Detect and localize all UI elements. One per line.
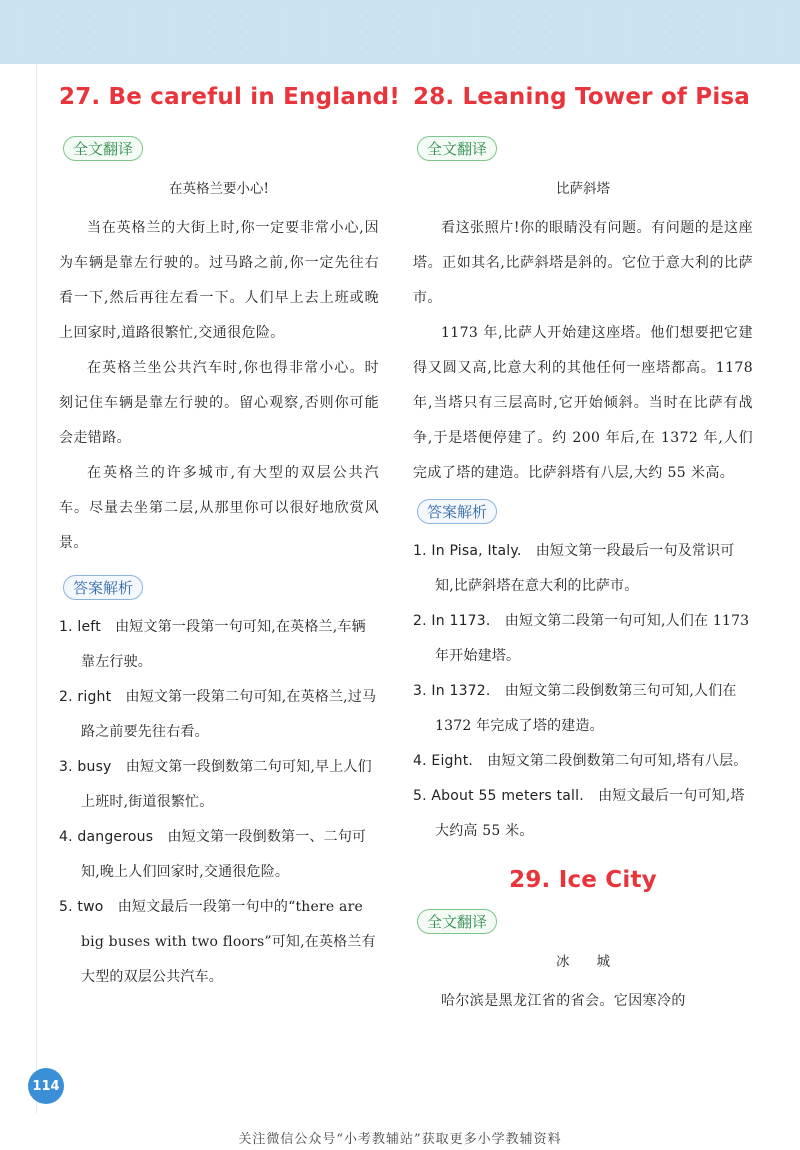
right-column: [413, 84, 753, 1019]
answer-item: [59, 820, 379, 890]
paragraph: 1173 年,比萨人开始建这座塔。他们想要把它建得又圆又高,比意大利的其他任何一座塔都高。1178 年,当塔只有三层高时,它开始倾斜。当时在比萨有战争,于是塔便停建了。约 200 年后,在 1372 年,人们完成了塔的建造。比萨斜塔有八层,大约 55 米高。: [413, 325, 753, 481]
answer-item: [59, 750, 379, 820]
translation-tag: 全文翻译: [417, 909, 497, 934]
answer-tag: 答案解析: [63, 575, 143, 600]
top-decorative-band: [0, 0, 800, 64]
answer-text: 由短文最后一句可知,塔大约高 55 米。: [435, 788, 745, 839]
answer-item: [413, 674, 753, 744]
answer-lead: 5. About 55 meters tall.: [413, 788, 584, 804]
answer-text: 由短文第一段倒数第一、二句可知,晚上人们回家时,交通很危险。: [81, 829, 367, 880]
answer-lead: 2. right: [59, 689, 112, 705]
answer-item: [413, 534, 753, 604]
answer-lead: 1. left: [59, 619, 101, 635]
page-number-badge: 114: [28, 1068, 64, 1104]
article-title: 在英格兰要小心!: [169, 181, 269, 197]
answer-lead: 4. Eight.: [413, 753, 474, 769]
answer-lead: 1. In Pisa, Italy.: [413, 543, 522, 559]
answer-item: [413, 604, 753, 674]
paragraph: 当在英格兰的大街上时,你一定要非常小心,因为车辆是靠左行驶的。过马路之前,你一定先往右看一下,然后再往左看一下。人们早上去上班或晚上回家时,道路很繁忙,交通很危险。: [59, 220, 379, 341]
article-title: 冰 城: [556, 954, 610, 970]
answer-text: 由短文第一段最后一句及常识可知,比萨斜塔在意大利的比萨市。: [435, 543, 735, 594]
answer-item: [413, 779, 753, 849]
answer-lead: 5. two: [59, 899, 104, 915]
paragraph: 在英格兰的许多城市,有大型的双层公共汽车。尽量去坐第二层,从那里你可以很好地欣赏风景。: [59, 465, 379, 551]
paragraph: 在英格兰坐公共汽车时,你也得非常小心。时刻记住车辆是靠左行驶的。留心观察,否则你可能会走错路。: [59, 360, 379, 446]
answer-item: [59, 680, 379, 750]
section-29: [413, 867, 753, 893]
page: [36, 64, 763, 1114]
answer-lead: 3. In 1372.: [413, 683, 491, 699]
answer-text: 由短文第一段第二句可知,在英格兰,过马路之前要先往右看。: [81, 689, 377, 740]
band-pattern: [0, 8, 800, 56]
section-29-title: 29. Ice City: [509, 867, 657, 893]
translation-tag: 全文翻译: [417, 136, 497, 161]
answer-text: 由短文第一段倒数第二句可知,早上人们上班时,街道很繁忙。: [81, 759, 372, 810]
answer-lead: 2. In 1173.: [413, 613, 491, 629]
answer-text: 由短文第二段第一句可知,人们在 1173 年开始建塔。: [435, 613, 750, 664]
answer-text: 由短文第二段倒数第二句可知,塔有八层。: [487, 753, 748, 769]
left-column: [59, 84, 401, 995]
answer-text: 由短文第一段第一句可知,在英格兰,车辆靠左行驶。: [81, 619, 366, 670]
section-28-title: 28. Leaning Tower of Pisa: [413, 84, 751, 110]
answer-lead: 4. dangerous: [59, 829, 154, 845]
answer-item: [59, 610, 379, 680]
section-27-title: 27. Be careful in England!: [59, 84, 401, 110]
answer-lead: 3. busy: [59, 759, 112, 775]
answer-tag: 答案解析: [417, 499, 497, 524]
footer-note: 关注微信公众号“小考教辅站”获取更多小学教辅资料: [238, 1132, 562, 1147]
article-title: 比萨斜塔: [556, 181, 610, 197]
answer-item: [413, 744, 753, 779]
answer-item: [59, 890, 379, 995]
translation-tag: 全文翻译: [63, 136, 143, 161]
answer-text: 由短文最后一段第一句中的“there are big buses with two floors”可知,在英格兰有大型的双层公共汽车。: [81, 899, 376, 985]
answer-text: 由短文第二段倒数第三句可知,人们在 1372 年完成了塔的建造。: [435, 683, 737, 734]
paragraph: 哈尔滨是黑龙江省的省会。它因寒冷的: [441, 993, 686, 1009]
paragraph: 看这张照片!你的眼睛没有问题。有问题的是这座塔。正如其名,比萨斜塔是斜的。它位于意大利的比萨市。: [413, 220, 753, 306]
